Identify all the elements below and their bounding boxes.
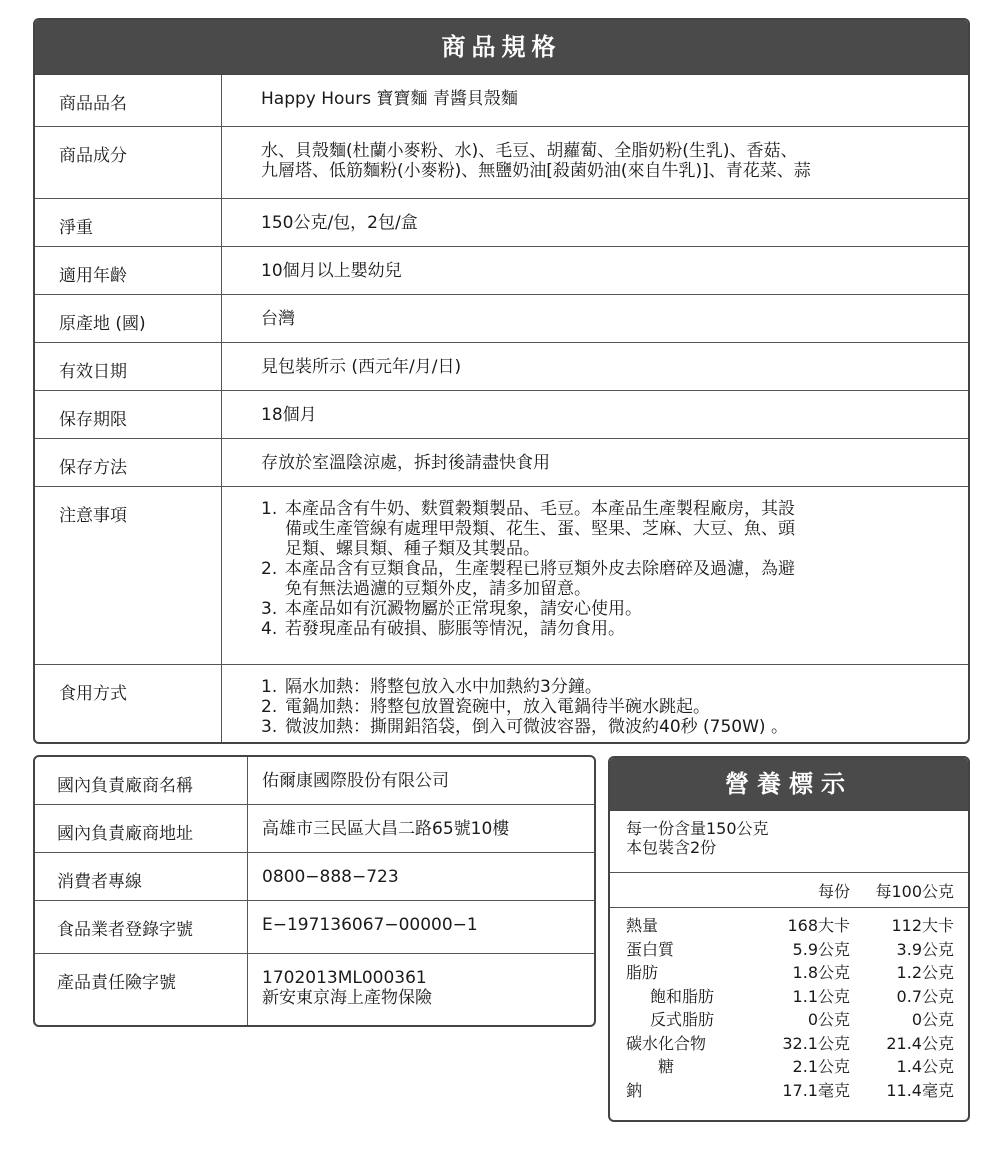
nutrient-name: 脂肪: [626, 963, 659, 982]
nutrition-row: [610, 961, 968, 985]
nutrient-per-serving: 32.1公克: [782, 1033, 850, 1053]
spec-row-shelf-life: [35, 391, 968, 439]
spec-row-origin: [35, 295, 968, 343]
usage-item: 2. 電鍋加熱：將整包放置瓷碗中，放入電鍋待半碗水跳起。: [261, 697, 710, 717]
nutrient-per-100g: 1.4公克: [896, 1057, 954, 1076]
nutrient-per-100g: 112大卡: [891, 916, 954, 935]
nutrient-per-serving: 0公克: [807, 1010, 850, 1029]
nutrient-per-100g: 0.7公克: [896, 986, 954, 1006]
spec-value: Happy Hours 寶寶麵 青醬貝殼麵: [261, 89, 518, 109]
nutrient-per-serving: 2.1公克: [792, 1057, 850, 1076]
mfr-value: E−197136067−00000−1: [262, 915, 478, 935]
mfr-row-company: [35, 757, 594, 805]
spec-value: 水、貝殼麵(杜蘭小麥粉、水)、毛豆、胡蘿蔔、全脂奶粉(生乳)、香菇、 九層塔、低筋麵粉(小麥粉)、無鹽奶油[殺菌奶油(來自牛乳)]、青花菜、蒜: [261, 141, 811, 181]
note-item: 1. 本產品含有牛奶、麩質穀類製品、毛豆。本產品生產製程廠房，其設 備或生產管線有處理甲殼類、花生、蛋、堅果、芝麻、大豆、魚、頭 足類、螺貝類、種子類及其製品。: [261, 499, 795, 559]
mfr-label: 國內負責廠商名稱: [35, 757, 248, 804]
mfr-value: 佑爾康國際股份有限公司: [262, 771, 449, 791]
nutrition-body: [610, 908, 968, 1102]
nutrition-row: [610, 1055, 968, 1079]
nutrient-name: 鈉: [626, 1080, 643, 1100]
manufacturer-table: [33, 755, 596, 1027]
nutrition-row: [610, 1079, 968, 1103]
servings-per-pack: 本包裝含2份: [626, 838, 717, 857]
nutrient-per-serving: 168大卡: [787, 916, 850, 935]
nutrient-per-100g: 0公克: [911, 1010, 954, 1029]
spec-row-storage: [35, 439, 968, 487]
mfr-row-registration: [35, 901, 594, 954]
nutrient-per-100g: 11.4毫克: [886, 1080, 954, 1100]
spec-row-ingredients: [35, 127, 968, 199]
mfr-value: 0800−888−723: [262, 867, 399, 887]
mfr-label: 國內負責廠商地址: [35, 805, 248, 852]
nutrient-name: 碳水化合物: [626, 1033, 707, 1053]
nutrient-name: 飽和脂肪: [650, 986, 715, 1006]
serving-info: [610, 811, 968, 873]
nutrient-name: 反式脂肪: [650, 1010, 715, 1029]
mfr-value: 高雄市三民區大昌二路65號10樓: [262, 819, 510, 839]
spec-label: 有效日期: [35, 343, 222, 390]
spec-label: 商品品名: [35, 75, 222, 126]
nutrient-per-100g: 3.9公克: [896, 939, 954, 959]
spec-value: 台灣: [261, 309, 295, 329]
spec-row-name: [35, 75, 968, 127]
spec-value: 150公克/包，2包/盒: [261, 213, 418, 233]
usage-item: 3. 微波加熱：撕開鋁箔袋，倒入可微波容器，微波約40秒 (750W) 。: [261, 717, 788, 737]
spec-label: 商品成分: [35, 127, 222, 198]
nutrition-table: [608, 756, 970, 1122]
nutrient-per-serving: 1.1公克: [792, 986, 850, 1006]
spec-table: [33, 18, 970, 744]
nutrient-name: 糖: [658, 1057, 675, 1076]
spec-label: 適用年齡: [35, 247, 222, 294]
serving-size: 每一份含量150公克: [626, 819, 769, 838]
nutrition-row: [610, 1008, 968, 1032]
spec-row-weight: [35, 199, 968, 247]
nutrition-row: [610, 938, 968, 962]
nutrient-per-serving: 17.1毫克: [782, 1080, 850, 1100]
mfr-row-address: [35, 805, 594, 853]
spec-row-notes: [35, 487, 968, 665]
nutrient-per-serving: 5.9公克: [792, 939, 850, 959]
note-item: 3. 本產品如有沉澱物屬於正常現象，請安心使用。: [261, 599, 642, 619]
usage-list: [222, 665, 968, 744]
spec-row-expiry: [35, 343, 968, 391]
spec-value: 18個月: [261, 405, 317, 425]
nutrition-title: 營養標示: [610, 758, 968, 811]
usage-item: 1. 隔水加熱：將整包放入水中加熱約3分鐘。: [261, 677, 602, 697]
nutrient-name: 熱量: [626, 916, 659, 935]
mfr-label: 食品業者登錄字號: [35, 901, 248, 953]
nutrient-per-100g: 1.2公克: [896, 963, 954, 982]
notes-list: [222, 487, 968, 664]
spec-value: 存放於室溫陰涼處，拆封後請盡快食用: [261, 453, 550, 473]
nutrient-name: 蛋白質: [626, 939, 675, 959]
nutrient-per-100g: 21.4公克: [886, 1033, 954, 1053]
nutrition-header: [610, 873, 968, 908]
spec-value: 10個月以上嬰幼兒: [261, 261, 402, 281]
spec-label: 保存方法: [35, 439, 222, 486]
spec-label: 注意事項: [35, 487, 222, 664]
mfr-label: 產品責任險字號: [35, 954, 248, 1025]
col-per-100g: 每100公克: [875, 881, 954, 901]
spec-title: 商品規格: [35, 20, 968, 75]
spec-label: 保存期限: [35, 391, 222, 438]
spec-row-usage: [35, 665, 968, 744]
spec-value: 見包裝所示 (西元年/月/日): [261, 357, 462, 377]
spec-label: 原產地 (國): [35, 295, 222, 342]
nutrition-row: [610, 985, 968, 1009]
spec-row-age: [35, 247, 968, 295]
note-item: 2. 本產品含有豆類食品，生產製程已將豆類外皮去除磨碎及過濾，為避 免有無法過濾的豆類外皮，請多加留意。: [261, 559, 795, 599]
col-per-serving: 每份: [817, 881, 850, 901]
nutrition-row: [610, 1032, 968, 1056]
spec-label: 食用方式: [35, 665, 222, 744]
spec-label: 淨重: [35, 199, 222, 246]
nutrient-per-serving: 1.8公克: [792, 963, 850, 982]
mfr-row-hotline: [35, 853, 594, 901]
nutrition-row: [610, 914, 968, 938]
note-item: 4. 若發現產品有破損、膨脹等情況，請勿食用。: [261, 619, 625, 639]
mfr-value: 1702013ML000361 新安東京海上產物保險: [262, 968, 432, 1008]
mfr-label: 消費者專線: [35, 853, 248, 900]
mfr-row-insurance: [35, 954, 594, 1025]
